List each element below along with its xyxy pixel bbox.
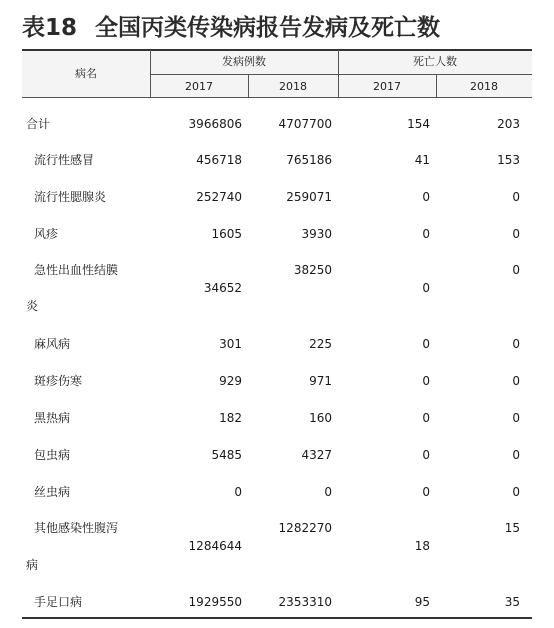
deaths-2018: 0: [512, 485, 520, 499]
cases-2017: 456718: [196, 153, 242, 167]
deaths-2018: 203: [497, 117, 520, 131]
row-name: 其他感染性腹泻: [34, 521, 119, 535]
cases-group-header: 发病例数: [222, 55, 266, 68]
cases-2018: 3930: [301, 227, 332, 241]
deaths-2017: 0: [422, 337, 430, 351]
cases-2018: 160: [309, 411, 332, 425]
deaths-2018: 15: [504, 521, 520, 535]
cases-2017: 1605: [211, 227, 242, 241]
cases-2017: 5485: [211, 448, 242, 462]
cases-2018: 4707700: [278, 117, 332, 131]
row-name: 手足口病: [34, 595, 83, 609]
row-name: 合计: [26, 117, 51, 131]
year-header-deaths-2017: 2017: [373, 80, 401, 93]
deaths-2017: 0: [422, 374, 430, 388]
deaths-2018: 0: [512, 227, 520, 241]
row-name-continuation: 病: [26, 558, 39, 572]
deaths-2017: 0: [422, 227, 430, 241]
row-name-continuation: 炎: [26, 299, 39, 313]
cases-2018: 2353310: [278, 595, 332, 609]
row-name: 风疹: [34, 227, 59, 241]
row-name: 流行性感冒: [34, 153, 95, 167]
row-name: 包虫病: [34, 448, 71, 462]
deaths-2018: 35: [504, 595, 520, 609]
deaths-2017: 0: [422, 190, 430, 204]
cases-2017: 929: [219, 374, 242, 388]
cases-2018: 765186: [286, 153, 332, 167]
cases-2017: 301: [219, 337, 242, 351]
cases-2018: 4327: [301, 448, 332, 462]
deaths-2017: 0: [422, 485, 430, 499]
deaths-group-header: 死亡人数: [413, 55, 457, 68]
cases-2018: 0: [324, 485, 332, 499]
deaths-2018: 153: [497, 153, 520, 167]
top-rule: [22, 49, 532, 51]
deaths-2017: 18: [414, 539, 430, 553]
header-bottom-rule: [22, 97, 532, 98]
deaths-2018: 0: [512, 337, 520, 351]
cases-2018: 225: [309, 337, 332, 351]
header-divider: [150, 74, 532, 75]
cases-2017: 182: [219, 411, 242, 425]
table-title-text: 全国丙类传染病报告发病及死亡数: [95, 15, 441, 41]
cases-2017: 0: [234, 485, 242, 499]
row-name: 流行性腮腺炎: [34, 190, 107, 204]
year-header-deaths-2018: 2018: [470, 80, 498, 93]
cases-2017: 34652: [203, 281, 242, 295]
cases-2017: 1929550: [188, 595, 242, 609]
cases-2018: 1282270: [278, 521, 332, 535]
table-title: [22, 8, 440, 48]
deaths-2018: 0: [512, 411, 520, 425]
deaths-2017: 0: [422, 281, 430, 295]
cases-2018: 38250: [293, 263, 332, 277]
row-name: 斑疹伤寒: [34, 374, 83, 388]
row-name: 急性出血性结膜: [34, 263, 119, 277]
deaths-2017: 0: [422, 411, 430, 425]
deaths-2017: 154: [407, 117, 430, 131]
deaths-2018: 0: [512, 448, 520, 462]
bottom-rule: [22, 617, 532, 619]
cases-2018: 259071: [286, 190, 332, 204]
year-header-cases-2018: 2018: [279, 80, 307, 93]
deaths-2017: 95: [414, 595, 430, 609]
deaths-2018: 0: [512, 190, 520, 204]
cases-2017: 252740: [196, 190, 242, 204]
row-name: 丝虫病: [34, 485, 71, 499]
deaths-2018: 0: [512, 263, 520, 277]
row-name: 麻风病: [34, 337, 71, 351]
deaths-2017: 0: [422, 448, 430, 462]
disease-column-header: 病名: [75, 67, 97, 80]
row-name: 黑热病: [34, 411, 71, 425]
year-header-cases-2017: 2017: [185, 80, 213, 93]
cases-2017: 1284644: [188, 539, 242, 553]
deaths-2018: 0: [512, 374, 520, 388]
cases-2017: 3966806: [188, 117, 242, 131]
table-number: 表18: [22, 15, 78, 41]
cases-2018: 971: [309, 374, 332, 388]
deaths-2017: 41: [414, 153, 430, 167]
